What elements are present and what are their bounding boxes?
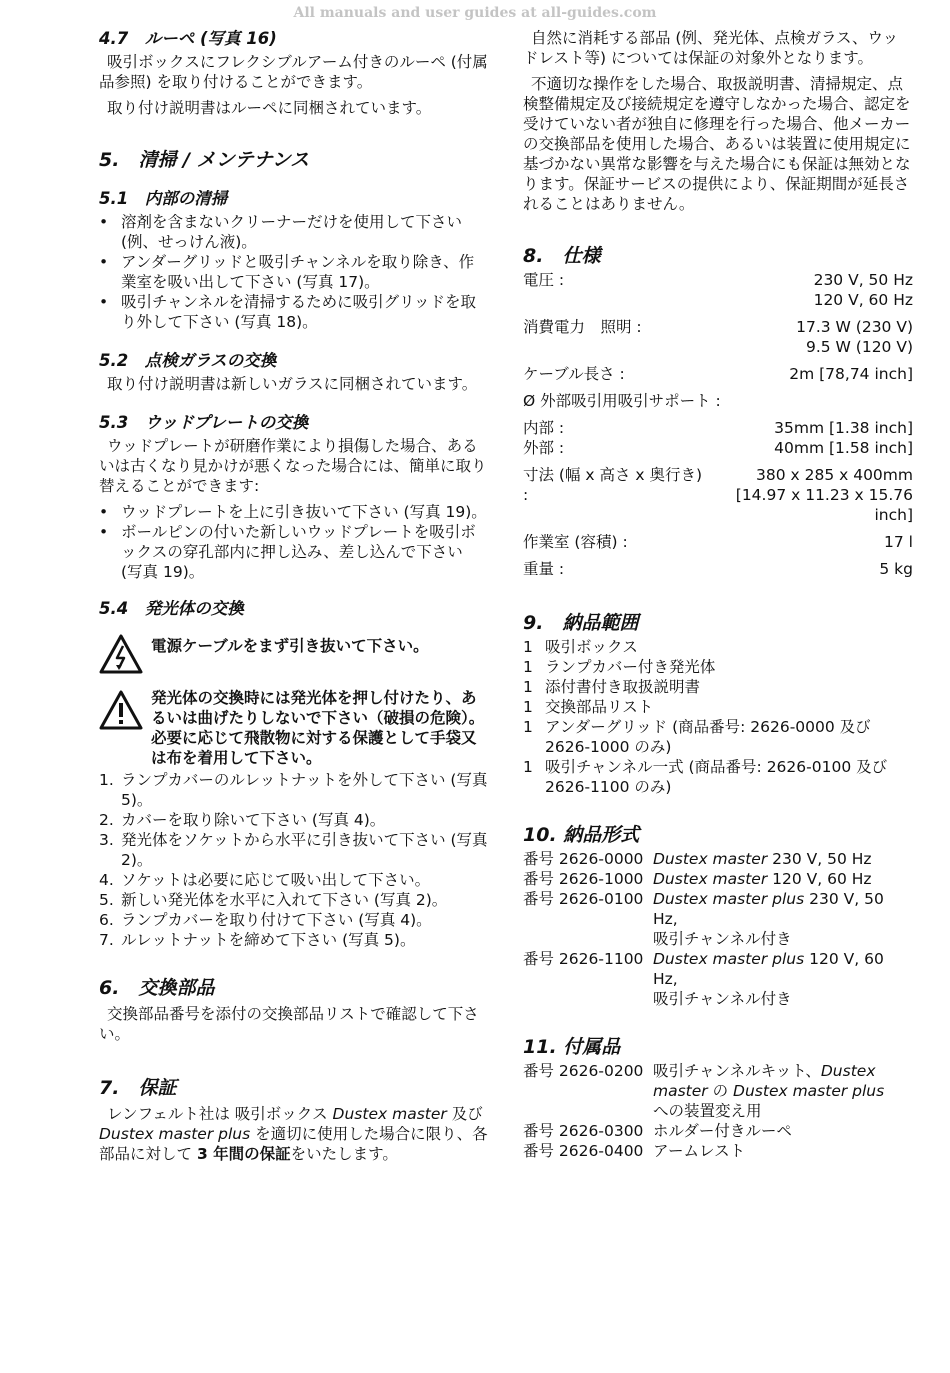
section-9-title: 9. 納品範囲 [523, 612, 639, 634]
spec-power: 消費電力 照明 : 17.3 W (230 V) 9.5 W (120 V) [523, 318, 913, 356]
list-item: • ウッドプレートを上に引き抜いて下さい (写真 19)。 [99, 502, 489, 522]
right-column [523, 28, 913, 1161]
spec-volume: 作業室 (容積) : 17 l [523, 533, 913, 551]
list-item: 番号 2626-0400 アームレスト [523, 1142, 746, 1160]
section-5-3-list [99, 502, 489, 582]
list-item: 7. ルレットナットを締めて下さい (写真 5)。 [99, 931, 416, 949]
watermark: All manuals and user guides at all-guides.com [293, 5, 657, 21]
section-11-title: 11. 付属品 [523, 1036, 621, 1058]
list-item: 1 添付書付き取扱説明書 [523, 678, 701, 696]
list-item: 1 ランプカバー付き発光体 [523, 658, 716, 676]
section-5-4-steps [99, 770, 489, 950]
section-5-2-text: 取り付け説明書は新しいガラスに同梱されています。 [107, 375, 478, 393]
list-item: 1. ランプカバーのルレットナットを外して下さい (写真 5)。 [99, 771, 488, 809]
caution-warning-text: 発光体の交換時には発光体を押し付けたり、あるいは曲げたりしないで下さい（破損の危険）。 必要に応じて飛散物に対する保護として手袋又は布を着用して下さい。 [151, 689, 485, 767]
section-10-title: 10. 納品形式 [523, 824, 640, 846]
list-item: 番号 2626-0200 吸引チャンネルキット、Dustex master の Dustex master plus への装置変え用 [523, 1062, 885, 1120]
delivery-list [523, 637, 913, 797]
list-item: 3. 発光体をソケットから水平に引き抜いて下さい (写真 2)。 [99, 831, 488, 869]
section-4-7-text-2: 取り付け説明書はルーペに同梱されています。 [107, 99, 432, 117]
list-item: • ボールピンの付いた新しいウッドプレートを吸引ボックスの穿孔部内に押し込み、差し込んで下さい (写真 19)。 [99, 522, 489, 582]
list-item: 1 交換部品リスト [523, 698, 654, 716]
section-7-title: 7. 保証 [99, 1077, 177, 1099]
section-5-3-title: 5.3 ウッドプレートの交換 [99, 413, 309, 432]
list-item: 6. ランプカバーを取り付けて下さい (写真 4)。 [99, 911, 432, 929]
caution-warning [99, 688, 489, 768]
section-4-7-text-1: 吸引ボックスにフレクシブルアーム付きのルーペ (付属品参照) を取り付けることができます。 [99, 53, 488, 91]
section-5-1-title: 5.1 内部の清掃 [99, 189, 228, 208]
list-item: 4. ソケットは必要に応じて吸い出して下さい。 [99, 871, 431, 889]
list-item: 番号 2626-0300 ホルダー付きルーペ [523, 1122, 792, 1140]
left-column [99, 28, 489, 1164]
section-6-title: 6. 交換部品 [99, 977, 215, 999]
electric-warning-text: 電源ケーブルをまず引き抜いて下さい。 [151, 637, 429, 655]
list-item: 番号 2626-1000 Dustex master 120 V, 60 Hz [523, 870, 872, 888]
section-5-title: 5. 清掃 / メンテナンス [99, 149, 310, 171]
list-item: 2. カバーを取り除いて下さい (写真 4)。 [99, 811, 386, 829]
section-5-2-title: 5.2 点検ガラスの交換 [99, 351, 277, 370]
list-item: • 溶剤を含まないクリーナーだけを使用して下さい (例、せっけん液)。 [99, 212, 489, 252]
delivery-forms [523, 849, 913, 1009]
list-item: • アンダーグリッドと吸引チャンネルを取り除き、作業室を吸い出して下さい (写真 17)。 [99, 252, 489, 292]
section-7-text-1: レンフェルト社は 吸引ボックス Dustex master 及び Dustex master plus を適切に使用した場合に限り、各部品に対して 3 年間の保証をいたします。 [99, 1105, 488, 1163]
section-5-4-title: 5.4 発光体の交換 [99, 599, 244, 618]
section-7-text-2: 自然に消耗する部品 (例、発光体、点検ガラス、ウッドレスト等) については保証の対象外となります。 [523, 29, 899, 67]
spec-table [523, 270, 913, 579]
list-item: 1 吸引チャンネル一式 (商品番号: 2626-0100 及び 2626-1100 のみ) [523, 758, 888, 796]
spec-voltage: 電圧 : 230 V, 50 Hz 120 V, 60 Hz [523, 271, 913, 309]
list-item: 1 アンダーグリッド (商品番号: 2626-0000 及び 2626-1000 のみ) [523, 718, 871, 756]
spec-outer: 外部 : 40mm [1.58 inch] [523, 439, 913, 457]
list-item: 1 吸引ボックス [523, 638, 638, 656]
list-item: • 吸引チャンネルを清掃するために吸引グリッドを取り外して下さい (写真 18)。 [99, 292, 489, 332]
spec-inner: 内部 : 35mm [1.38 inch] [523, 419, 913, 437]
list-item: 番号 2626-0100 Dustex master plus 230 V, 50 Hz, 吸引チャンネル付き [523, 890, 884, 948]
electric-warning [99, 634, 489, 674]
list-item: 5. 新しい発光体を水平に入れて下さい (写真 2)。 [99, 891, 448, 909]
high-voltage-warning-icon [99, 634, 143, 674]
section-4-7-title: 4.7 ルーペ (写真 16) [99, 29, 277, 48]
spec-support: Ø 外部吸引用吸引サポート : [523, 392, 721, 410]
section-5-3-text: ウッドプレートが研磨作業により損傷した場合、あるいは古くなり見かけが悪くなった場合には、簡単に取り替えることができます: [99, 437, 487, 495]
spec-cable: ケーブル長さ : 2m [78,74 inch] [523, 365, 913, 383]
accessories-list [523, 1061, 913, 1161]
spec-weight: 重量 : 5 kg [523, 560, 913, 578]
section-5-1-list [99, 212, 489, 332]
section-6-text: 交換部品番号を添付の交換部品リストで確認して下さい。 [99, 1005, 479, 1043]
section-7-text-3: 不適切な操作をした場合、取扱説明書、清掃規定、点検整備規定及び接続規定を遵守しなかった場合、認定を受けていない者が独自に修理を行った場合、他メーカーの交換部品を使用した場合、あるいは装置に使用規定に基づかない異常な影響を与えた場合にも保証は無効となります。保証サービスの提供により、保証期間が延長されることはありません。 [523, 75, 911, 213]
exclamation-warning-icon [99, 690, 143, 730]
list-item: 番号 2626-1100 Dustex master plus 120 V, 60 Hz, 吸引チャンネル付き [523, 950, 884, 1008]
section-8-title: 8. 仕様 [523, 245, 601, 267]
list-item: 番号 2626-0000 Dustex master 230 V, 50 Hz [523, 850, 872, 868]
spec-dimensions: 寸法 (幅 x 高さ x 奥行き) : 380 x 285 x 400mm [14.97 x 11.23 x 15.76 inch] [523, 466, 913, 524]
